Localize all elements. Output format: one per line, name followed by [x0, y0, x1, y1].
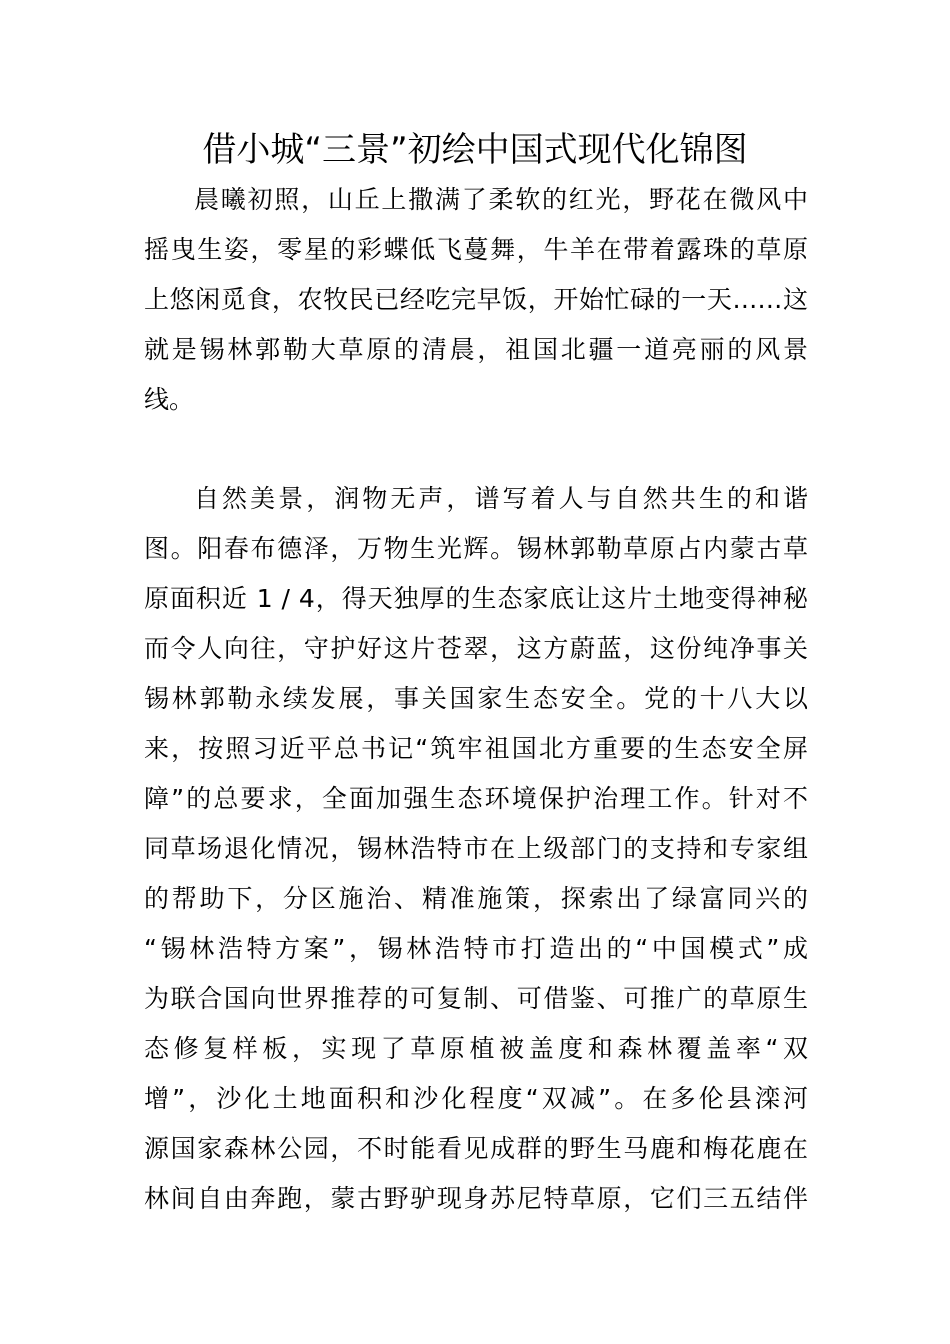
- paragraph-2-line: 为联合国向世界推荐的可复制、可借鉴、可推广的草原生: [144, 984, 808, 1013]
- paragraph-2-line: 障”的总要求，全面加强生态环境保护治理工作。针对不: [144, 784, 808, 813]
- paragraph-2-line: 的帮助下，分区施治、精准施策，探索出了绿富同兴的: [144, 884, 808, 913]
- document-title: 借小城“三景”初绘中国式现代化锦图: [202, 130, 748, 170]
- paragraph-1-line: 上悠闲觅食，农牧民已经吃完早饭，开始忙碌的一天……这: [144, 285, 808, 314]
- paragraph-2-line: 态修复样板，实现了草原植被盖度和森林覆盖率“双: [144, 1034, 808, 1063]
- paragraph-2-line: 自然美景，润物无声，谱写着人与自然共生的和谐: [194, 484, 808, 513]
- paragraph-1-line: 摇曳生姿，零星的彩蝶低飞蔓舞，牛羊在带着露珠的草原: [144, 235, 808, 264]
- paragraph-2-line: 源国家森林公园，不时能看见成群的野生马鹿和梅花鹿在: [144, 1134, 808, 1163]
- paragraph-2-line: 图。阳春布德泽，万物生光辉。锡林郭勒草原占内蒙古草: [144, 534, 808, 563]
- paragraph-2-line: 同草场退化情况，锡林浩特市在上级部门的支持和专家组: [144, 834, 808, 863]
- paragraph-1-line: 就是锡林郭勒大草原的清晨，祖国北疆一道亮丽的风景: [144, 335, 808, 364]
- paragraph-2-line: 原面积近 1 / 4，得天独厚的生态家底让这片土地变得神秘: [144, 584, 808, 613]
- paragraph-2-line: “锡林浩特方案”，锡林浩特市打造出的“中国模式”成: [144, 934, 808, 963]
- paragraph-2-line: 锡林郭勒永续发展，事关国家生态安全。党的十八大以: [144, 684, 808, 713]
- paragraph-2-line: 增”，沙化土地面积和沙化程度“双减”。在多伦县滦河: [144, 1084, 808, 1113]
- paragraph-1-line: 晨曦初照，山丘上撒满了柔软的红光，野花在微风中: [194, 185, 808, 214]
- paragraph-2-line: 来，按照习近平总书记“筑牢祖国北方重要的生态安全屏: [144, 734, 808, 763]
- paragraph-1-line: 线。: [144, 385, 195, 414]
- paragraph-2-line: 林间自由奔跑，蒙古野驴现身苏尼特草原，它们三五结伴: [144, 1184, 808, 1213]
- paragraph-2-line: 而令人向往，守护好这片苍翠，这方蔚蓝，这份纯净事关: [144, 634, 808, 663]
